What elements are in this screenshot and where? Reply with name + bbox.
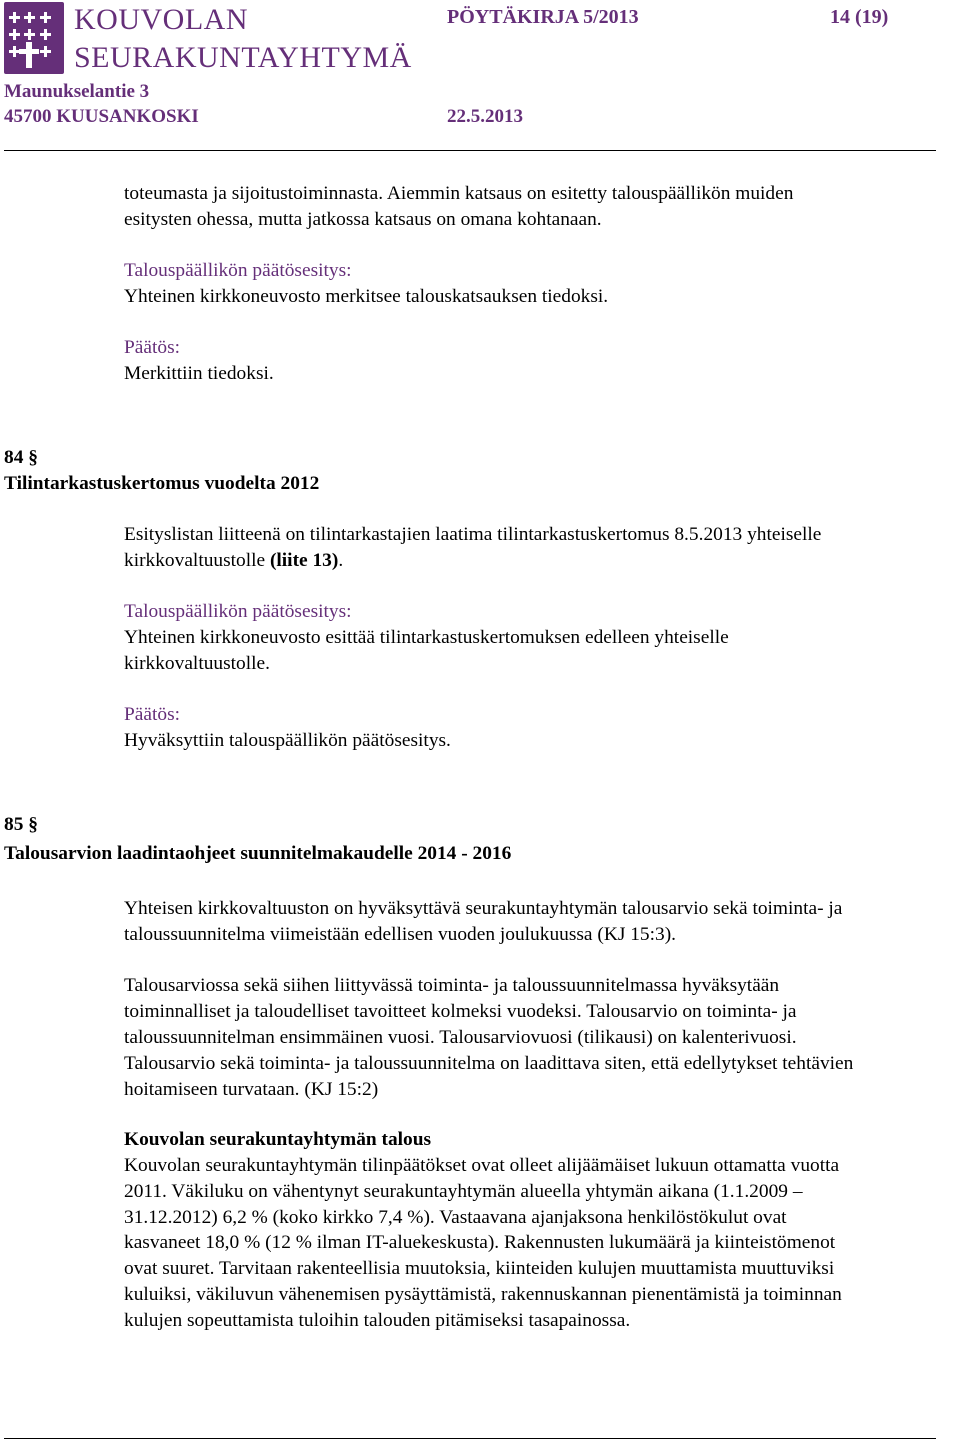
section-85-title: Talousarvion laadintaohjeet suunnitelmakaudelle 2014 - 2016 (4, 843, 512, 864)
section-84-title: Tilintarkastuskertomus vuodelta 2012 (4, 473, 320, 494)
section-85-subheading: Kouvolan seurakuntayhtymän talous (124, 1129, 432, 1150)
section-85-para2-line-2: toiminnalliset ja taloudelliset tavoitteet kolmeksi vuodeksi. Talousarvio on toiminta- ja (124, 1001, 797, 1022)
meeting-date: 22.5.2013 (447, 106, 523, 127)
section-85-para3-line-6: kuluiksi, väkiluvun vähenemisen pysäyttämistä, rakennuskannan pienentämistä ja toiminnan (124, 1284, 842, 1305)
section-85-para2-line-5: hoitamiseen turvataan. (KJ 15:2) (124, 1079, 379, 1100)
section-85-para3-line-5: ovat suuret. Tarvitaan rakenteellisia muutoksia, kiinteiden kulujen muuttamista muuttuviksi (124, 1258, 835, 1279)
section-84-decision-label: Päätös: (124, 704, 181, 725)
document-title: PÖYTÄKIRJA 5/2013 (447, 6, 639, 28)
section-85-para3-line-4: kasvaneet 18,0 % (12 % ilman IT-aluekeskusta). Rakennusten lukumäärä ja kiinteistömenot (124, 1232, 836, 1253)
section-85-para2-line-1: Talousarviossa sekä siihen liittyvässä toiminta- ja taloussuunnitelmassa hyväksytään (124, 975, 780, 996)
section-84-proposal-line-2: kirkkovaltuustolle. (124, 653, 270, 674)
intro-proposal-text: Yhteinen kirkkoneuvosto merkitsee talouskatsauksen tiedoksi. (124, 286, 609, 307)
body-text-end: . (338, 550, 344, 571)
section-85-para3-line-1: Kouvolan seurakuntayhtymän tilinpäätökset ovat olleet alijäämäiset lukuun ottamatta vuotta (124, 1155, 840, 1176)
address-street: Maunukselantie 3 (4, 81, 150, 102)
section-84-proposal-line-1: Yhteinen kirkkoneuvosto esittää tilintarkastuskertomuksen edelleen yhteiselle (124, 627, 729, 648)
page-number: 14 (19) (830, 6, 889, 28)
section-85-para3-line-3: 31.12.2012) 6,2 % (koko kirkko 7,4 %). Vastaavana ajanjaksona henkilöstökulut ovat (124, 1207, 787, 1228)
section-85-para1-line-2: taloussuunnitelma viimeistään edellisen vuoden joulukuussa (KJ 15:3). (124, 924, 677, 945)
organization-name-line2: SEURAKUNTAYHTYMÄ (74, 41, 412, 74)
section-85-para2-line-3: taloussuunnitelman ensimmäinen vuosi. Talousarviovuosi (tilikausi) on kalenterivuosi. (124, 1027, 797, 1048)
section-84-body-line-1: Esityslistan liitteenä on tilintarkastajien laatima tilintarkastuskertomus 8.5.2013 yhteiselle (124, 524, 822, 545)
address-postal: 45700 KUUSANKOSKI (4, 106, 199, 127)
intro-decision-label: Päätös: (124, 337, 181, 358)
intro-decision-text: Merkittiin tiedoksi. (124, 363, 274, 384)
attachment-reference: (liite 13) (269, 550, 339, 571)
section-84-proposal-label: Talouspäällikön päätösesitys: (124, 601, 352, 622)
body-text: kirkkovaltuustolle (124, 550, 270, 571)
intro-proposal-label: Talouspäällikön päätösesitys: (124, 260, 352, 281)
organization-name-line1: KOUVOLAN (74, 3, 248, 36)
section-85-number: 85 § (4, 814, 38, 835)
section-84-decision-text: Hyväksyttiin talouspäällikön päätösesitys. (124, 730, 451, 751)
section-85-para3-line-7: kulujen sopeuttamista tuloihin talouden pitämiseksi tasapainossa. (124, 1310, 631, 1331)
organization-logo (4, 2, 64, 74)
section-85-para3-line-2: 2011. Väkiluku on vähentynyt seurakuntayhtymän alueella yhtymän aikana (1.1.2009 – (124, 1181, 803, 1202)
section-85-para2-line-4: Talousarvio sekä toiminta- ja taloussuunnitelma on laadittava siten, että edellytykset tehtävien (124, 1053, 854, 1074)
header-divider (4, 150, 936, 151)
cross-logo-icon (4, 2, 64, 74)
section-84-body-line-2 (124, 548, 343, 574)
section-85-para1-line-1: Yhteisen kirkkovaltuuston on hyväksyttävä seurakuntayhtymän talousarvio sekä toiminta- ja (124, 898, 843, 919)
intro-line-2: esitysten ohessa, mutta jatkossa katsaus on omana kohtanaan. (124, 209, 602, 230)
section-84-number: 84 § (4, 447, 38, 468)
footer-divider (4, 1438, 936, 1439)
intro-line-1: toteumasta ja sijoitustoiminnasta. Aiemmin katsaus on esitetty talouspäällikön muiden (124, 183, 794, 204)
